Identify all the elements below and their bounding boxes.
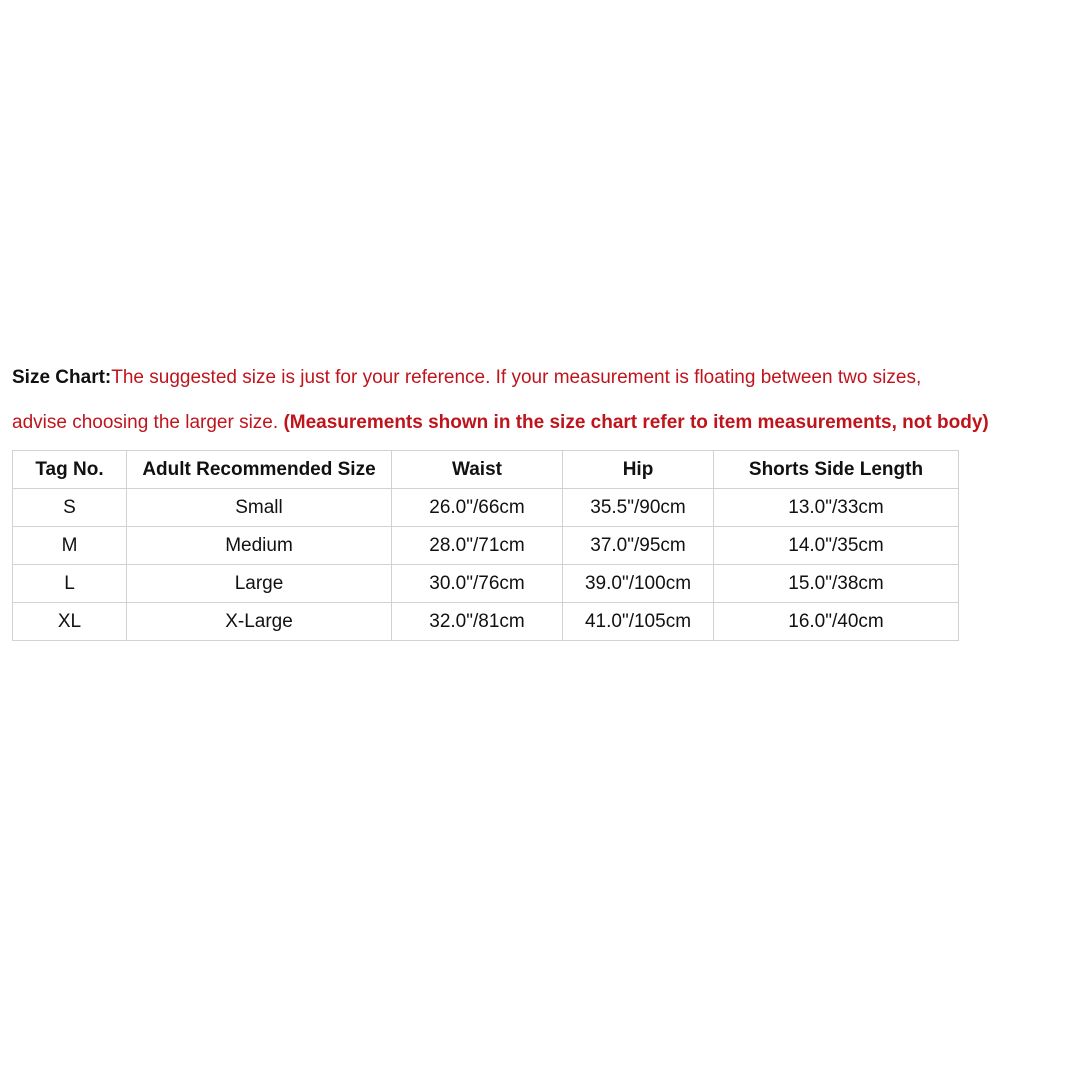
cell-size: Small <box>127 489 392 527</box>
cell-side-length: 13.0"/33cm <box>714 489 959 527</box>
cell-size: X-Large <box>127 603 392 641</box>
cell-hip: 39.0"/100cm <box>563 565 714 603</box>
table-header-row <box>13 451 959 489</box>
size-note-text: The suggested size is just for your reference. If your measurement is floating between two sizes, <box>111 367 922 388</box>
cell-side-length: 16.0"/40cm <box>714 603 959 641</box>
table-row <box>13 565 959 603</box>
cell-tag: XL <box>13 603 127 641</box>
cell-tag: S <box>13 489 127 527</box>
header-recommended-size: Adult Recommended Size <box>127 451 392 489</box>
cell-size: Large <box>127 565 392 603</box>
cell-hip: 41.0"/105cm <box>563 603 714 641</box>
cell-tag: L <box>13 565 127 603</box>
cell-size: Medium <box>127 527 392 565</box>
measurement-disclaimer: (Measurements shown in the size chart refer to item measurements, not body) <box>283 412 989 433</box>
cell-side-length: 14.0"/35cm <box>714 527 959 565</box>
cell-waist: 28.0"/71cm <box>392 527 563 565</box>
intro-line-1 <box>12 355 1078 400</box>
table-row <box>13 489 959 527</box>
header-tag-no: Tag No. <box>13 451 127 489</box>
size-table <box>12 450 959 641</box>
table-row <box>13 527 959 565</box>
cell-side-length: 15.0"/38cm <box>714 565 959 603</box>
size-chart-label: Size Chart: <box>12 367 112 388</box>
header-hip: Hip <box>563 451 714 489</box>
intro-line-2 <box>12 400 1078 445</box>
cell-hip: 37.0"/95cm <box>563 527 714 565</box>
size-advice-text: advise choosing the larger size. <box>12 412 284 433</box>
cell-hip: 35.5"/90cm <box>563 489 714 527</box>
cell-tag: M <box>13 527 127 565</box>
cell-waist: 32.0"/81cm <box>392 603 563 641</box>
header-side-length: Shorts Side Length <box>714 451 959 489</box>
cell-waist: 26.0"/66cm <box>392 489 563 527</box>
header-waist: Waist <box>392 451 563 489</box>
cell-waist: 30.0"/76cm <box>392 565 563 603</box>
size-chart-intro <box>12 355 1078 445</box>
table-row <box>13 603 959 641</box>
